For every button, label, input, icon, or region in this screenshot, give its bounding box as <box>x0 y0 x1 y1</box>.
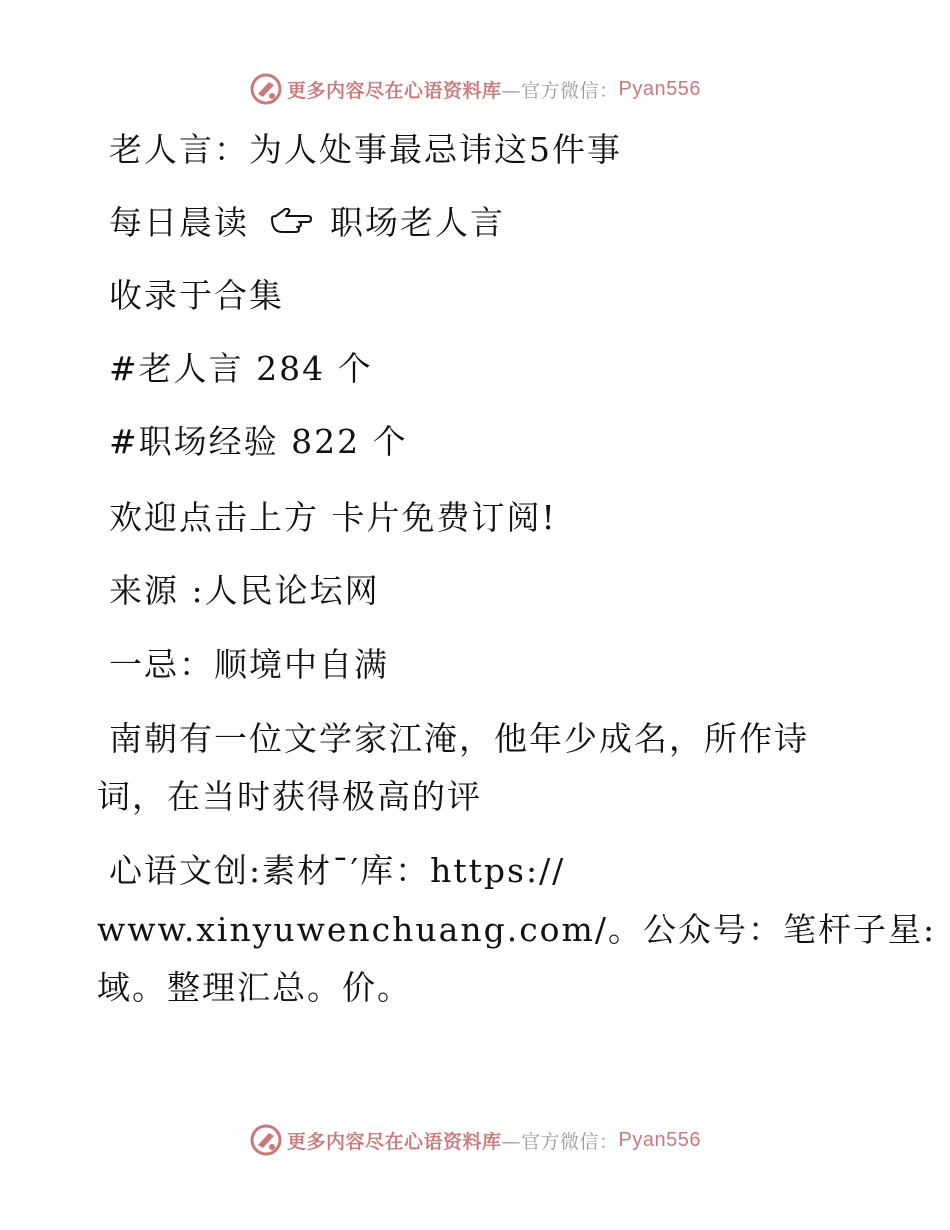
footer-note-line3: 域。整理汇总。价。 <box>97 968 412 1007</box>
para1-line2: 词，在当时获得极高的评 <box>97 777 482 816</box>
series-name: 职场老人言 <box>330 203 505 242</box>
collection-label: 收录于合集 <box>109 276 284 315</box>
seal-logo-icon <box>249 72 283 106</box>
footer-watermark <box>0 1123 950 1157</box>
watermark-main-text: 更多内容尽在心语资料库 <box>287 79 502 102</box>
watermark-sub-text: —官方微信： <box>501 1130 619 1153</box>
watermark-sub-text: —官方微信： <box>501 79 619 102</box>
section1-heading: 一忌：顺境中自满 <box>109 645 389 684</box>
seal-logo-icon <box>249 1123 283 1157</box>
subscribe-prompt: 欢迎点击上方 卡片免费订阅! <box>109 498 557 537</box>
para1-line1: 南朝有一位文学家江淹，他年少成名，所作诗 <box>109 719 809 758</box>
tag-zhichang[interactable]: #职场经验 822 个 <box>109 422 408 461</box>
pointing-hand-icon <box>268 208 312 238</box>
series-prefix: 每日晨读 <box>109 203 249 242</box>
watermark-main-text: 更多内容尽在心语资料库 <box>287 1130 502 1153</box>
header-watermark <box>0 72 950 106</box>
footer-note-line1: 心语文创:素材¯′库：https:// <box>109 851 566 890</box>
tag-laorenyan[interactable]: #老人言 284 个 <box>109 349 373 388</box>
source-line: 来源 :人民论坛网 <box>109 571 380 610</box>
series-line <box>109 205 505 241</box>
article-title: 老人言：为人处事最忌讳这5件事 <box>109 130 622 169</box>
watermark-wechat-id: Pyan556 <box>618 1128 701 1151</box>
footer-note-line2: www.xinyuwenchuang.com/。公众号：笔杆子星: <box>97 910 937 949</box>
watermark-wechat-id: Pyan556 <box>618 77 701 100</box>
